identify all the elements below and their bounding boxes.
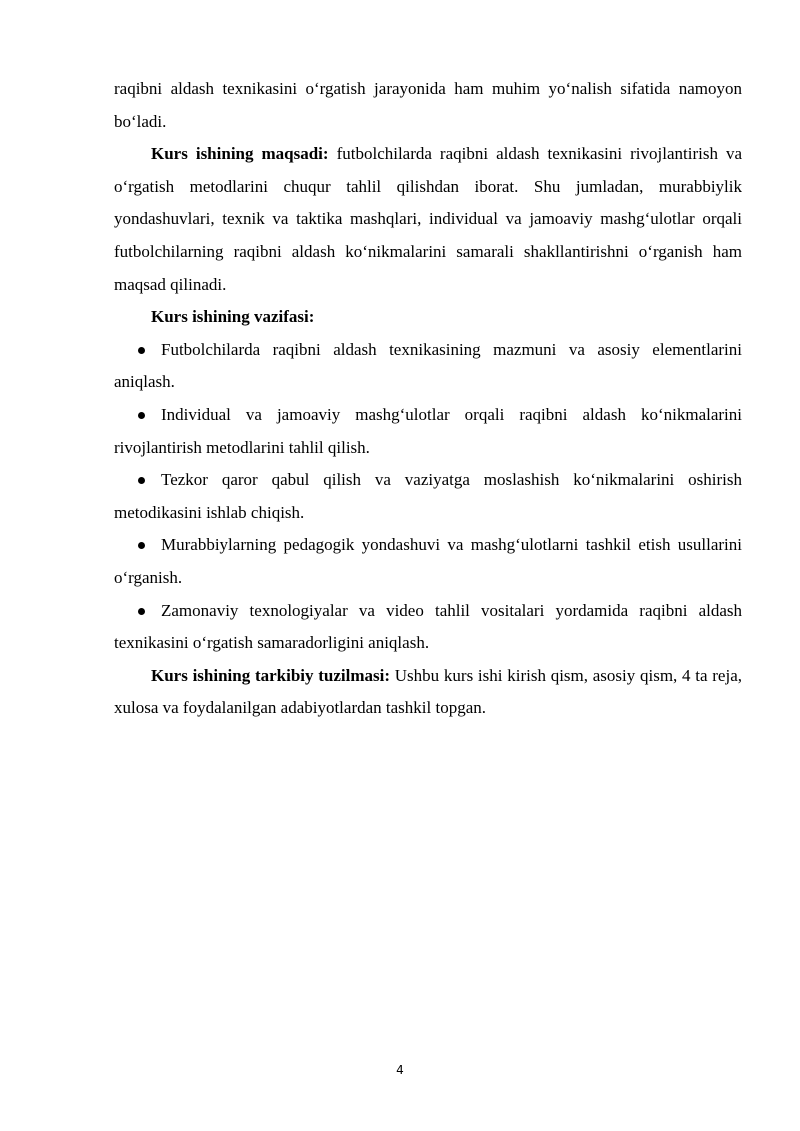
- list-item: [114, 595, 742, 660]
- structure-text: Ushbu kurs ishi kirish qism, asosiy qism, 4 ta reja, xulosa va foydalanilgan adabiyotlardan tashkil topgan.: [114, 665, 742, 718]
- structure-heading: Kurs ishining tarkibiy tuzilmasi:: [151, 665, 391, 685]
- bullet-icon: [138, 347, 145, 354]
- goal-text: futbolchilarda raqibni aldash texnikasini rivojlantirish va o‘rgatish metodlarini chuqur tahlil qilishdan iborat. Shu jumladan, murabbiylik yondashuvlari, texnik va taktika mashqlari, individual va jamoaviy mashg‘ulotlar orqali futbolchilarning raqibni aldash ko‘nikmalarini samarali shakllantirishni o‘rganish ham maqsad qilinadi.: [114, 144, 743, 294]
- bullet-icon: [138, 477, 145, 484]
- list-item-text: Murabbiylarning pedagogik yondashuvi va mashg‘ulotlarni tashkil etish usullarini o‘rganish.: [114, 535, 742, 587]
- list-item-text: Tezkor qaror qabul qilish va vaziyatga moslashish ko‘nikmalarini oshirish metodikasini ishlab chiqish.: [114, 470, 742, 522]
- list-item: [114, 399, 742, 464]
- bullet-icon: [138, 608, 145, 615]
- bullet-icon: [138, 542, 145, 549]
- list-item-text: Individual va jamoaviy mashg‘ulotlar orqali raqibni aldash ko‘nikmalarini rivojlantirish metodlarini tahlil qilish.: [114, 404, 742, 457]
- continuation-paragraph: raqibni aldash texnikasini o‘rgatish jarayonida ham muhim yo‘nalish sifatida namoyon bo‘ladi.: [114, 79, 742, 131]
- structure-paragraph: [114, 660, 742, 725]
- list-item: [114, 334, 742, 399]
- bullet-icon: [138, 412, 145, 419]
- list-item: [114, 464, 742, 529]
- list-item-text: Zamonaviy texnologiyalar va video tahlil vositalari yordamida raqibni aldash texnikasini o‘rgatish samaradorligini aniqlash.: [114, 600, 742, 653]
- tasks-heading: Kurs ishining vazifasi:: [151, 307, 315, 327]
- page-body: [114, 73, 742, 725]
- page-number: 4: [396, 1063, 404, 1077]
- goal-heading: Kurs ishining maqsadi:: [151, 144, 329, 164]
- list-item-text: Futbolchilarda raqibni aldash texnikasining mazmuni va asosiy elementlarini aniqlash.: [114, 339, 742, 392]
- goal-paragraph: [114, 138, 742, 301]
- list-item: [114, 529, 742, 594]
